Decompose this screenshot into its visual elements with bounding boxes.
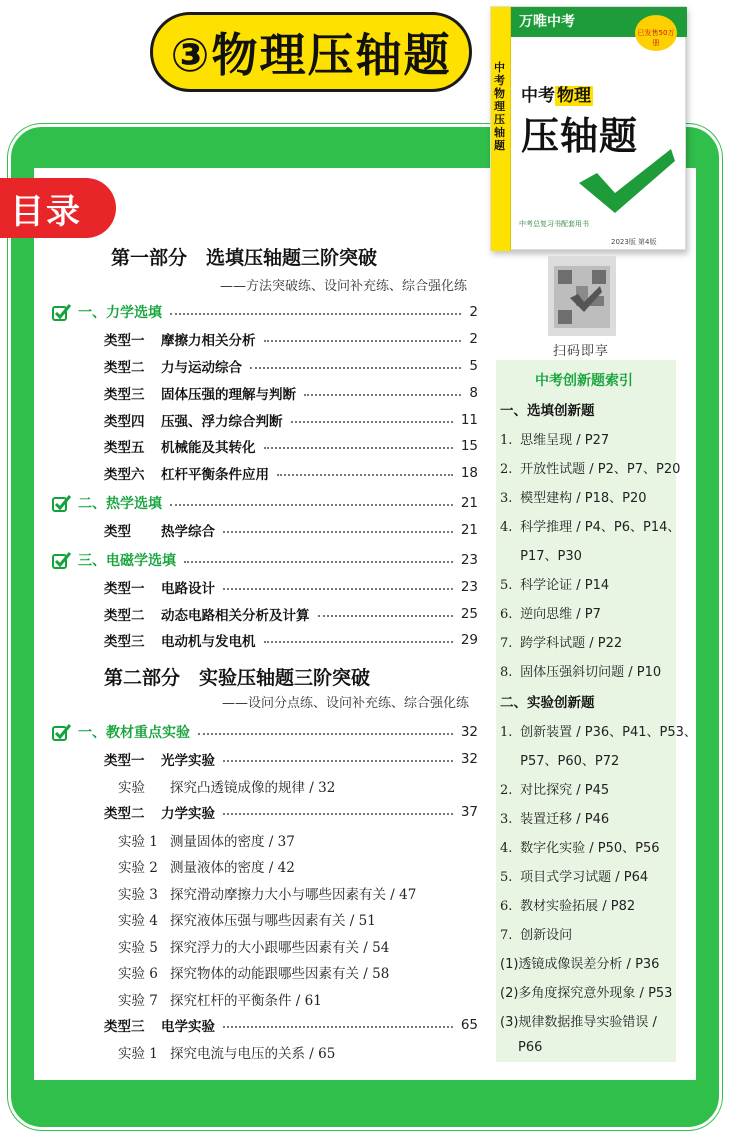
index-text: 多角度探究意外现象 / P53 — [518, 986, 673, 1001]
part1-title: 第一部分 选填压轴题三阶突破 — [111, 247, 378, 269]
page-number: 37 — [460, 804, 478, 820]
experiment-text: 测量液体的密度 / 42 — [170, 860, 295, 876]
index-item[interactable] — [500, 953, 659, 972]
type-label — [104, 463, 269, 483]
leader-dots — [223, 588, 453, 590]
leader-dots — [318, 615, 453, 617]
leader-dots — [223, 760, 453, 762]
type-row[interactable] — [104, 748, 478, 770]
section-label: 二、热学选填 — [78, 496, 162, 512]
type-name: 摩擦力相关分析 — [161, 333, 256, 349]
index-item[interactable] — [500, 924, 572, 943]
leader-dots — [184, 561, 453, 563]
type-name: 机械能及其转化 — [161, 440, 256, 456]
type-name: 力与运动综合 — [161, 360, 242, 376]
index-heading: 一、选填创新题 — [500, 403, 595, 419]
index-num: 8. — [500, 665, 513, 680]
type-kind: 类型四 — [104, 414, 145, 430]
leader-dots — [264, 447, 453, 449]
checkmark-icon — [575, 145, 679, 217]
section-row[interactable] — [52, 549, 478, 571]
type-row[interactable] — [104, 603, 478, 625]
leader-dots — [223, 531, 453, 533]
index-item[interactable] — [500, 458, 680, 477]
check-icon — [52, 724, 72, 742]
experiment-kind: 实验 3 — [118, 887, 158, 903]
type-kind: 类型一 — [104, 333, 145, 349]
index-text: 科学推理 / P4、P6、P14、 — [520, 520, 681, 535]
type-row[interactable] — [104, 382, 478, 404]
experiment-item[interactable] — [118, 856, 295, 876]
index-num: 5. — [500, 578, 513, 593]
index-text: 教材实验拓展 / P82 — [520, 899, 636, 914]
leader-dots — [223, 1026, 453, 1028]
experiment-text: 探究滑动摩擦力大小与哪些因素有关 / 47 — [170, 887, 417, 903]
section-label: 三、电磁学选填 — [78, 553, 176, 569]
index-num: 7. — [500, 928, 513, 943]
index-num: 6. — [500, 607, 513, 622]
index-num: 5. — [500, 870, 513, 885]
type-name: 电学实验 — [161, 1019, 215, 1035]
type-label — [104, 520, 215, 540]
type-label — [104, 1015, 215, 1035]
experiment-text: 探究凸透镜成像的规律 / 32 — [170, 780, 336, 796]
experiment-item[interactable] — [118, 989, 322, 1009]
type-label — [104, 630, 256, 650]
check-icon — [52, 304, 72, 322]
section-label: 一、力学选填 — [78, 305, 162, 321]
type-kind: 类型一 — [104, 753, 145, 769]
leader-dots — [170, 313, 461, 315]
page-number: 23 — [460, 579, 478, 595]
type-row[interactable] — [104, 801, 478, 823]
index-text: 模型建构 / P18、P20 — [520, 491, 647, 506]
index-item[interactable] — [500, 866, 648, 885]
index-item[interactable] — [500, 779, 609, 798]
index-text: 项目式学习试题 / P64 — [520, 870, 649, 885]
page-number: 5 — [469, 358, 478, 374]
leader-dots — [223, 813, 453, 815]
type-kind: 类型一 — [104, 581, 145, 597]
index-text: 对比探究 / P45 — [520, 783, 610, 798]
type-row[interactable] — [104, 629, 478, 651]
section-row[interactable] — [52, 492, 478, 514]
type-row[interactable] — [104, 519, 478, 541]
index-text: 固体压强斜切问题 / P10 — [520, 665, 662, 680]
book-note: 中考总复习书配套用书 — [519, 220, 589, 228]
type-row[interactable] — [104, 435, 478, 457]
index-text: 规律数据推导实验错误 / — [518, 1015, 657, 1030]
index-text: 思维呈现 / P27 — [520, 433, 610, 448]
index-item[interactable] — [500, 1011, 657, 1030]
check-icon — [52, 552, 72, 570]
index-num: 2. — [500, 783, 513, 798]
index-num: 1. — [500, 725, 513, 740]
index-num: 4. — [500, 520, 513, 535]
page-number: 65 — [460, 1017, 478, 1033]
experiment-text: 探究液体压强与哪些因素有关 / 51 — [170, 913, 376, 929]
type-row[interactable] — [104, 409, 478, 431]
book-footer: 2023版 第4版 — [611, 238, 657, 246]
index-item[interactable] — [500, 837, 660, 856]
experiment-kind: 实验 1 — [118, 1046, 158, 1062]
check-icon — [52, 495, 72, 513]
index-item[interactable] — [500, 516, 680, 535]
page-number: 2 — [469, 304, 478, 320]
type-name: 力学实验 — [161, 806, 215, 822]
type-name: 压强、浮力综合判断 — [161, 414, 283, 430]
index-num: 4. — [500, 841, 513, 856]
leader-dots — [170, 504, 453, 506]
type-row[interactable] — [104, 576, 478, 598]
page-number: 25 — [460, 606, 478, 622]
index-num: 2. — [500, 462, 513, 477]
section-row[interactable] — [52, 721, 478, 743]
page-number: 21 — [460, 522, 478, 538]
page-number: 18 — [460, 465, 478, 481]
type-name: 固体压强的理解与判断 — [161, 387, 296, 403]
experiment-kind: 实验 7 — [118, 993, 158, 1009]
index-item[interactable] — [500, 429, 609, 448]
type-label — [104, 577, 215, 597]
type-label — [104, 802, 215, 822]
type-name: 电路设计 — [161, 581, 215, 597]
index-num: 3. — [500, 812, 513, 827]
type-label — [104, 383, 296, 403]
type-kind: 类型三 — [104, 634, 145, 650]
experiment-item[interactable] — [118, 1042, 335, 1062]
book-cover — [490, 6, 686, 250]
index-text: 创新设问 — [520, 928, 573, 943]
type-label — [104, 356, 242, 376]
qr-code-icon — [548, 256, 616, 336]
type-label — [104, 436, 256, 456]
experiment-kind: 实验 — [118, 780, 145, 796]
index-num: (3) — [500, 1015, 519, 1030]
type-name: 杠杆平衡条件应用 — [161, 467, 269, 483]
book-main-title: 压轴题 — [521, 114, 639, 158]
experiment-text: 测量固体的密度 / 37 — [170, 834, 295, 850]
book-sticker: 已发售50万册 — [635, 15, 677, 51]
leader-dots — [264, 641, 453, 643]
experiment-text: 探究物体的动能跟哪些因素有关 / 58 — [170, 966, 390, 982]
page-number: 21 — [460, 495, 478, 511]
book-spine-text: 中考物理压轴题 — [494, 61, 505, 152]
type-label — [104, 329, 256, 349]
index-num: (1) — [500, 957, 519, 972]
page-number: 23 — [460, 552, 478, 568]
page-number: 32 — [460, 751, 478, 767]
leader-dots — [277, 474, 453, 476]
index-item[interactable] — [500, 982, 672, 1001]
type-kind: 类型五 — [104, 440, 145, 456]
type-kind: 类型三 — [104, 1019, 145, 1035]
index-text: 装置迁移 / P46 — [520, 812, 610, 827]
index-title: 中考创新题索引 — [535, 373, 633, 389]
index-num: 7. — [500, 636, 513, 651]
leader-dots — [264, 340, 462, 342]
experiment-item[interactable] — [118, 830, 295, 850]
page-number: 15 — [460, 438, 478, 454]
type-row[interactable] — [104, 1014, 478, 1036]
experiment-item[interactable] — [118, 936, 389, 956]
index-item[interactable] — [500, 632, 622, 651]
index-item[interactable] — [500, 487, 647, 506]
part1-subtitle: ——方法突破练、设问补充练、综合强化练 — [220, 279, 468, 294]
book-subtitle-b: 物理 — [557, 86, 591, 106]
type-kind: 类型二 — [104, 360, 145, 376]
index-num: 1. — [500, 433, 513, 448]
type-kind: 类型 — [104, 524, 131, 540]
index-num: 6. — [500, 899, 513, 914]
leader-dots — [291, 421, 453, 423]
type-label — [104, 604, 310, 624]
experiment-item[interactable] — [118, 962, 389, 982]
index-text: 跨学科试题 / P22 — [520, 636, 623, 651]
index-text: P57、P60、P72 — [520, 754, 620, 769]
type-row[interactable] — [104, 462, 478, 484]
index-item[interactable] — [518, 1040, 542, 1055]
experiment-kind: 实验 4 — [118, 913, 158, 929]
type-kind: 类型三 — [104, 387, 145, 403]
type-name: 电动机与发电机 — [161, 634, 256, 650]
index-text: P17、P30 — [520, 549, 582, 564]
index-item[interactable] — [500, 545, 582, 564]
book-spine — [491, 7, 511, 251]
type-row[interactable] — [104, 328, 478, 350]
qr-label: 扫码即享 — [553, 344, 610, 359]
index-item[interactable] — [500, 661, 661, 680]
page-number: 32 — [460, 724, 478, 740]
experiment-kind: 实验 2 — [118, 860, 158, 876]
type-label — [104, 410, 283, 430]
experiment-item[interactable] — [118, 909, 376, 929]
type-name: 光学实验 — [161, 753, 215, 769]
type-kind: 类型二 — [104, 608, 145, 624]
type-row[interactable] — [104, 355, 478, 377]
experiment-text: 探究杠杆的平衡条件 / 61 — [170, 993, 322, 1009]
experiment-text: 探究浮力的大小跟哪些因素有关 / 54 — [170, 940, 390, 956]
index-text: 开放性试题 / P2、P7、P20 — [520, 462, 681, 477]
leader-dots — [198, 733, 453, 735]
type-label — [104, 749, 215, 769]
experiment-kind: 实验 5 — [118, 940, 158, 956]
part2-subtitle: ——设问分点练、设问补充练、综合强化练 — [222, 696, 470, 711]
index-num: (2) — [500, 986, 519, 1001]
index-item[interactable] — [500, 895, 635, 914]
index-text: 科学论证 / P14 — [520, 578, 610, 593]
experiment-item[interactable] — [118, 776, 335, 796]
page-number: 11 — [460, 412, 478, 428]
index-heading: 二、实验创新题 — [500, 695, 595, 711]
index-text: 逆向思维 / P7 — [520, 607, 601, 622]
experiment-kind: 实验 6 — [118, 966, 158, 982]
leader-dots — [304, 394, 461, 396]
leader-dots — [250, 367, 461, 369]
type-name: 热学综合 — [161, 524, 215, 540]
index-text: P66 — [518, 1040, 543, 1055]
experiment-item[interactable] — [118, 883, 416, 903]
page-number: 29 — [460, 632, 478, 648]
page-number: 2 — [469, 331, 478, 347]
type-kind: 类型二 — [104, 806, 145, 822]
index-item[interactable] — [500, 808, 609, 827]
part2-title: 第二部分 实验压轴题三阶突破 — [104, 667, 371, 689]
type-kind: 类型六 — [104, 467, 145, 483]
index-item[interactable] — [500, 574, 609, 593]
index-num: 3. — [500, 491, 513, 506]
page-number: 8 — [469, 385, 478, 401]
toc-tab: 目录 — [0, 178, 116, 238]
index-text: 数字化实验 / P50、P56 — [520, 841, 660, 856]
book-subtitle-a: 中考 — [521, 86, 555, 106]
book-brand-logo: 万唯中考 — [519, 11, 575, 31]
index-text: 创新装置 / P36、P41、P53、 — [520, 725, 697, 740]
book-subtitle — [521, 81, 593, 106]
index-text: 透镜成像误差分析 / P36 — [518, 957, 660, 972]
section-row[interactable] — [52, 301, 478, 323]
experiment-kind: 实验 1 — [118, 834, 158, 850]
page-title: ③物理压轴题 — [150, 12, 472, 92]
index-item[interactable] — [500, 603, 601, 622]
index-item[interactable] — [500, 750, 619, 769]
section-label: 一、教材重点实验 — [78, 725, 190, 741]
type-name: 动态电路相关分析及计算 — [161, 608, 310, 624]
experiment-text: 探究电流与电压的关系 / 65 — [170, 1046, 336, 1062]
index-item[interactable] — [500, 721, 697, 740]
